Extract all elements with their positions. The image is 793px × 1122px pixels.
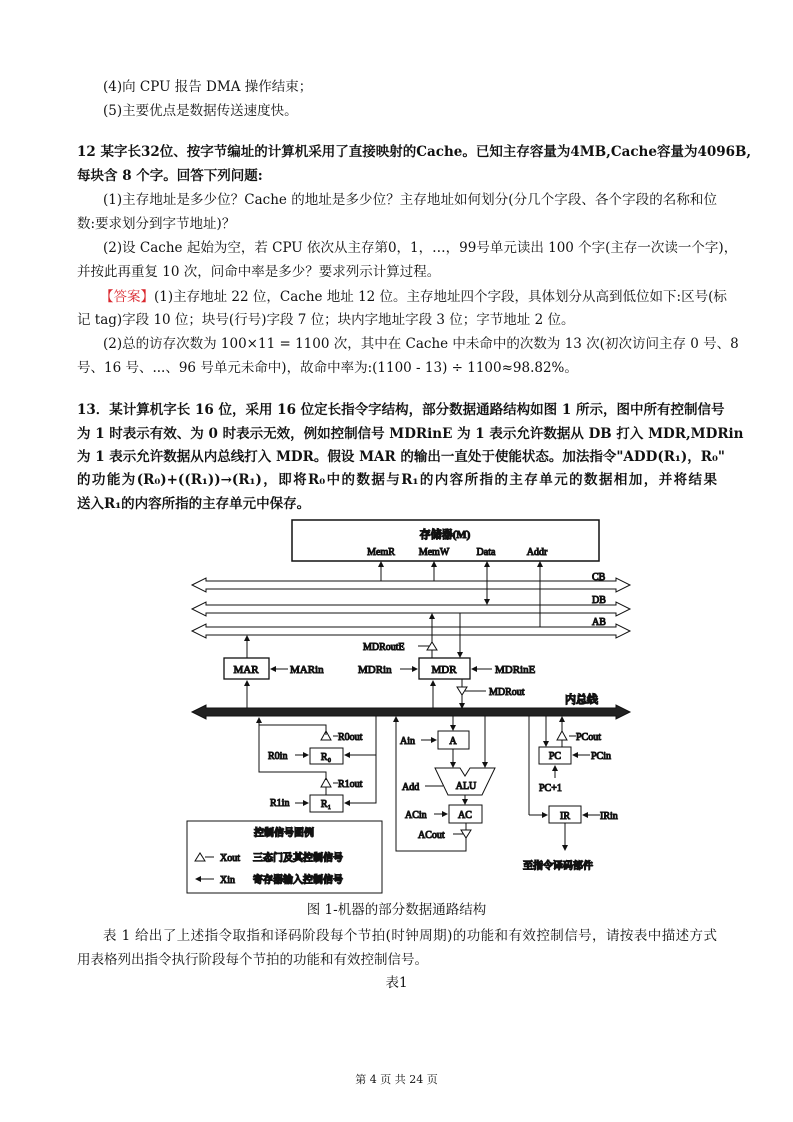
addr-label: Addr (526, 547, 548, 558)
question-13-text: 13．某计算机字长 16 位，采用 16 位定长指令字结构，部分数据通路结构如图 1 所示，图中所有控制信号 (77, 402, 725, 418)
text-line: (2)总的访存次数为 100×11 = 1100 次，其中在 Cache 中未命中的次数为 13 次(初次访问主存 0 号、8 (103, 336, 739, 352)
ac-label: AC (458, 810, 472, 821)
text-line: (1)主存地址是多少位？Cache 的地址是多少位？主存地址如何划分(分几个字段、各个字段的名称和位 (103, 192, 717, 208)
irin-label: IRin (600, 811, 618, 822)
r1in-label: R1in (270, 798, 290, 809)
text-line: (4)向 CPU 报告 DMA 操作结束； (103, 79, 313, 95)
page-footer: 第 4 页 共 24 页 (355, 1073, 438, 1086)
ain-label: Ain (400, 736, 415, 747)
mar-label: MAR (233, 664, 259, 676)
mdrine-label: MDRinE (495, 664, 536, 676)
r1out-label: R1out (338, 779, 363, 790)
text-line: 表 1 给出了上述指令取指和译码阶段每个节拍(时钟周期)的功能和有效控制信号，请按表中描述方式 (103, 928, 717, 944)
cb-bus (192, 578, 630, 592)
question-12-title: 12 某字长32位、按字节编址的计算机采用了直接映射的Cache。已知主存容量为4MB,Cache容量为4096B, (77, 144, 752, 160)
acout-label: ACout (418, 830, 445, 841)
acin-label: ACin (405, 810, 427, 821)
alu-label: ALU (455, 781, 477, 792)
text-line: 用表格列出指令执行阶段每个节拍的功能和有效控制信号。 (77, 952, 428, 968)
mdroute-label: MDRoutE (363, 642, 405, 653)
db-label: DB (592, 595, 606, 606)
internal-bus-label: 内总线 (565, 694, 598, 706)
table-title: 表1 (385, 975, 408, 991)
legend-xin: Xin (220, 875, 235, 886)
ir-label: IR (560, 811, 570, 822)
legend-title: 控制信号图例 (254, 828, 314, 839)
a-label: A (449, 736, 457, 747)
text-line: 数:要求划分到字节地址)？ (77, 216, 236, 232)
question-13-text: 为 1 表示允许数据从内总线打入 MDR。假设 MAR 的输出一直处于使能状态。加法指令"ADD(R₁)，R₀" (77, 449, 725, 465)
r1-label: R₁ (320, 799, 332, 810)
add-label: Add (402, 782, 420, 793)
legend-xin-desc: 寄存器输入控制信号 (253, 875, 343, 886)
pc-plus-1-label: PC+1 (539, 783, 562, 794)
memr-label: MemR (367, 547, 395, 558)
internal-bus (192, 705, 630, 719)
marin-label: MARin (290, 664, 324, 676)
question-13-text: 为 1 时表示有效、为 0 时表示无效，例如控制信号 MDRinE 为 1 表示允许数据从 DB 打入 MDR,MDRin (77, 426, 744, 442)
figure-caption: 图 1-机器的部分数据通路结构 (306, 902, 487, 918)
mdrout-label: MDRout (489, 687, 525, 698)
db-bus (192, 602, 630, 616)
r0in-label: R0in (268, 751, 288, 762)
answer-tag: 【答案】 (100, 289, 154, 305)
ab-bus (192, 624, 630, 638)
r0-label: R₀ (320, 752, 332, 763)
question-13-text: 的功能为(R₀)+((R₁))→(R₁)，即将R₀中的数据与R₁的内容所指的主存单元的数据相加，并将结果 (77, 472, 717, 488)
text-line: (2)设 Cache 起始为空，若 CPU 依次从主存第0，1，…，99号单元读出 100 个字(主存一次读一个字)， (103, 240, 738, 256)
mdr-label: MDR (431, 664, 457, 676)
legend-xout-desc: 三态门及其控制信号 (253, 853, 343, 864)
text-line: 并按此再重复 10 次，问命中率是多少？要求列示计算过程。 (77, 264, 441, 280)
memory-label: 存储器(M) (419, 529, 471, 541)
r0out-label: R0out (338, 732, 363, 743)
pc-label: PC (548, 751, 562, 762)
cb-label: CB (592, 572, 606, 583)
decoder-label: 至指令译码部件 (523, 861, 593, 872)
mdrin-label: MDRin (358, 664, 392, 676)
legend-xout: Xout (220, 853, 240, 864)
text-line: 号、16 号、...、96 号单元未命中)，故命中率为:(1100 - 13) ÷ 1100≈98.82%。 (77, 360, 578, 376)
question-13-text: 送入R₁的内容所指的主存单元中保存。 (77, 496, 311, 512)
pcin-label: PCin (591, 751, 612, 762)
question-12-title: 每块含 8 个字。回答下列问题: (77, 168, 263, 184)
ab-label: AB (592, 617, 606, 628)
pcout-label: PCout (576, 732, 602, 743)
text-line: 记 tag)字段 10 位；块号(行号)字段 7 位；块内字地址字段 3 位；字节地址 2 位。 (77, 312, 575, 328)
memw-label: MemW (418, 547, 450, 558)
system-buses (192, 578, 630, 638)
data-label: Data (476, 547, 496, 558)
text-line: (5)主要优点是数据传送速度快。 (103, 103, 298, 119)
answer-text: (1)主存地址 22 位，Cache 地址 12 位。主存地址四个字段，具体划分从高到低位如下:区号(标 (154, 289, 727, 305)
